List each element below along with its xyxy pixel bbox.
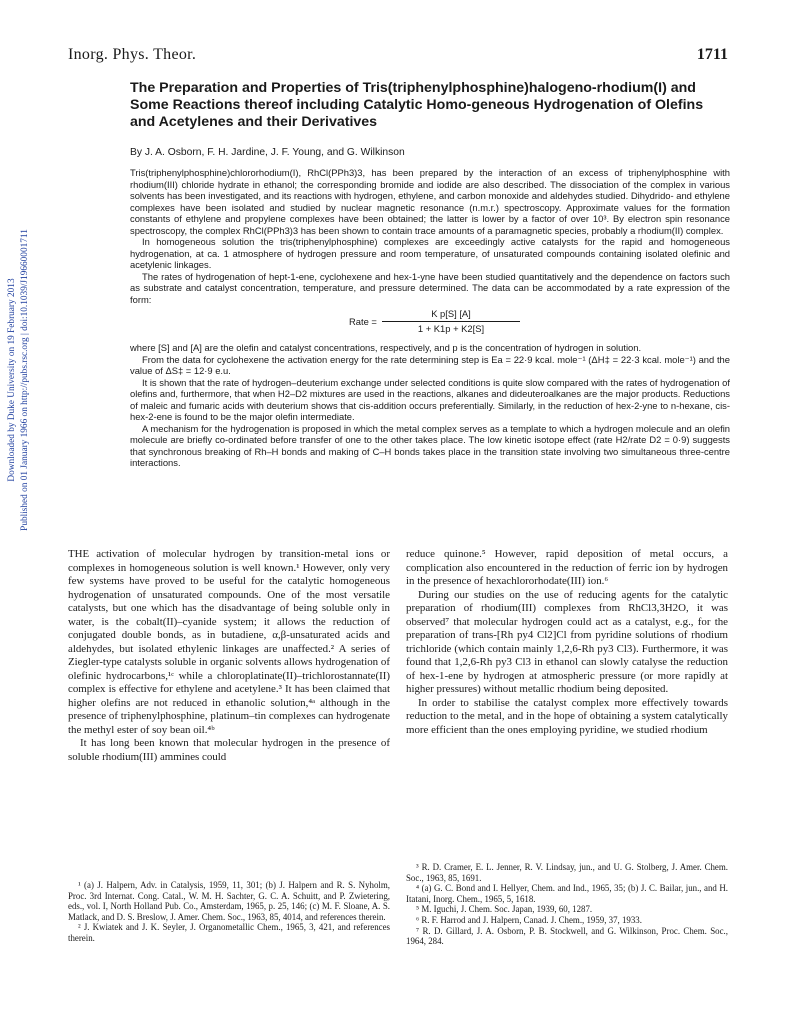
article-authors: By J. A. Osborn, F. H. Jardine, J. F. Young, and G. Wilkinson <box>130 147 405 158</box>
footnotes-left <box>68 880 390 944</box>
article-title: The Preparation and Properties of Tris(triphenylphosphine)halogeno-rhodium(I) and Some Reactions thereof including Catalytic Homo-geneous Hydrogenation of Olefins and Acetylenes and their Derivatives <box>130 80 704 130</box>
footnote: ⁴ (a) G. C. Bond and I. Hellyer, Chem. and Ind., 1965, 35; (b) J. C. Bailar, jun., and H. Itatani, Inorg. Chem., 1965, 5, 1618. <box>406 883 728 904</box>
abstract-paragraph: It is shown that the rate of hydrogen–deuterium exchange under selected conditions is quite slow compared with the rates of hydrogenation of olefins and, furthermore, that when H2–D2 mixtures are used in the reactions, alkanes and dideuteroalkanes are the major products. Reductions of maleic and fumaric acids with deuterium shows that cis-addition occurs preferentially. Similarly, in the reduction of hex-2-yne to n-hexane, cis-hex-2-ene is found to be the major olefin intermediate. <box>130 376 730 422</box>
abstract-paragraph: In homogeneous solution the tris(triphenylphosphine) complexes are exceedingly active catalysts for the rapid and homogeneous hydrogenation, at ca. 1 atmosphere of hydrogen pressure and room temperature, of unsaturated compounds containing isolated olefinic and acetylenic linkages. <box>130 236 730 270</box>
body-paragraph: It has long been known that molecular hydrogen in the presence of soluble rhodium(III) ammines could <box>68 737 390 763</box>
abstract <box>130 167 730 469</box>
footnote: ⁶ R. F. Harrod and J. Halpern, Canad. J. Chem., 1959, 37, 1933. <box>416 914 642 925</box>
body-text: activation of molecular hydrogen by transition-metal ions or complexes in homogeneous solution is well known.¹ However, only very few systems have proved to be useful for the catalytic homogeneous hydrogenation of unsaturated compounds. One of the most versatile catalysts, but one which has the disadvantage of being soluble only in water, is the cobalt(II)–cyanide system; it allows the reduction of conjugated double bonds, as in butadiene, α,β-unsaturated acids and aldehydes, but isolated ethylenic linkages are unaffected.² A series of Ziegler-type catalysts soluble in organic solvents allows hydrogenation of olefinic hydrocarbons,¹ᶜ while a chloroplatinate(II)–trichlorostannate(II) complex is effective for ethylene and acetylene.³ It has been claimed that higher olefins are not reduced in ethanolic solution,⁴ᵃ although in the presence of triphenylphosphine, platinum–tin complexes can hydrogenate the methyl ester of soy bean oil.⁴ᵇ <box>68 548 390 736</box>
body-column-left <box>68 548 390 764</box>
footnote: ¹ (a) J. Halpern, Adv. in Catalysis, 1959, 11, 301; (b) J. Halpern and R. S. Nyholm, Proc. 3rd Internat. Cong. Catal., W. M. H. Sachter, G. C. A. Schuitt, and P. Zwietering, eds., vol. I, North Holland Pub. Co., Amsterdam, 1965, p. 25, 146; (c) M. F. Sloane, A. S. Matlack, and D. S. Breslow, J. Amer. Chem. Soc., 1963, 85, 4014, and references therein. <box>68 880 390 922</box>
doi-link-text[interactable]: Published on 01 January 1966 on http://pubs.rsc.org | doi:10.1039/J19660001711 <box>20 229 30 531</box>
footnote: ⁵ M. Iguchi, J. Chem. Soc. Japan, 1939, 60, 1287. <box>416 904 593 915</box>
rate-equation-denominator: 1 + K1p + K2[S] <box>417 322 485 334</box>
running-head <box>68 46 728 68</box>
abstract-paragraph: A mechanism for the hydrogenation is proposed in which the metal complex serves as a template to which a hydrogen molecule and an olefin molecule are briefly co-ordinated before transfer of one to the other takes place. The low kinetic isotope effect (rate H2/rate D2 = 0·9) suggests that synchronous breaking of Rh–H bonds and making of C–H bonds takes place in the transition state involving two simultaneous three-centre interactions. <box>130 422 730 468</box>
rate-equation-lhs: Rate = <box>349 316 377 327</box>
abstract-paragraph: where [S] and [A] are the olefin and catalyst concentrations, respectively, and p is the concentration of hydrogen in solution. <box>130 342 642 353</box>
body-paragraph: During our studies on the use of reducing agents for the catalytic preparation of rhodium(III) complexes from RhCl3,3H2O, it was observed⁷ that molecular hydrogen could act as a catalyst, e.g., for the preparation of trans-[Rh py4 Cl2]Cl from pyridine solutions of rhodium trichloride (which contain mainly 1,2,6-Rh py3 Cl3). Furthermore, it was found that 1,2,6-Rh py3 Cl3 in ethanol can slowly catalyse the reduction of hex-1-ene by hydrogen at atmospheric pressure (or more rapidly at higher pressures) without metallic rhodium being deposited. <box>406 588 728 695</box>
download-notice-text: Downloaded by Duke University on 19 February 2013 <box>7 278 17 482</box>
journal-name: Inorg. Phys. Theor. <box>68 46 197 63</box>
abstract-paragraph: The rates of hydrogenation of hept-1-ene, cyclohexene and hex-1-yne have been studied quantitatively and the dependence on factors such as substrate and catalyst concentration, temperature, and pressure determined. The data can be accommodated by a rate expression of the form: <box>130 270 730 305</box>
footnotes-right <box>406 862 728 947</box>
footnote: ⁷ R. D. Gillard, J. A. Osborn, P. B. Stockwell, and G. Wilkinson, Proc. Chem. Soc., 1964, 284. <box>406 925 728 947</box>
doi-link[interactable] <box>17 60 33 700</box>
abstract-paragraph: Tris(triphenylphosphine)chlororhodium(I), RhCl(PPh3)3, has been prepared by the interaction of an excess of triphenylphosphine with rhodium(III) chloride hydrate in ethanol; the corresponding bromide and iodide are also described. The dissociation of the complex in various solvents has been investigated, and its reactions with hydrogen, ethylene, and carbon monoxide and aldehydes studied. Dihydrido- and ethylene complexes have been isolated and studied by nuclear magnetic resonance (n.m.r.) spectroscopy. Approximate values for the formation constants of ethylene and propylene complexes have been obtained; the latter is lower by a factor of over 10³. By electron spin resonance spectroscopy, the complex RhCl(PPh3)3 has been shown to contain trace amounts of a paramagnetic species, probably a rhodium(II) complex. <box>130 167 730 236</box>
footnote: ³ R. D. Cramer, E. L. Jenner, R. V. Lindsay, jun., and U. G. Stolberg, J. Amer. Chem. Soc., 1963, 85, 1691. <box>406 862 728 883</box>
rate-equation <box>130 308 730 338</box>
body-column-right <box>406 548 728 737</box>
body-paragraph <box>68 548 390 737</box>
page-number: 1711 <box>696 46 728 63</box>
rate-equation-numerator: K p[S] [A] <box>382 308 520 322</box>
body-paragraph: In order to stabilise the catalyst complex more effectively towards reduction to the metal, and in the hope of obtaining a system catalytically more efficient than the ones employing pyridine, we studied rhodium <box>406 696 728 736</box>
drop-cap-word: THE <box>68 548 90 560</box>
rate-equation-fraction <box>382 308 520 334</box>
abstract-paragraph: From the data for cyclohexene the activation energy for the rate determining step is Ea = 22·9 kcal. mole⁻¹ (ΔH‡ = 22·3 kcal. mole⁻¹) and the value of ΔS‡ = 12·9 e.u. <box>130 353 730 376</box>
footnote: ² J. Kwiatek and J. K. Seyler, J. Organometallic Chem., 1965, 3, 421, and references therein. <box>68 922 390 943</box>
body-paragraph: reduce quinone.⁵ However, rapid deposition of metal occurs, a complication also encountered in the reduction of ferric ion by hydrogen in the presence of hexachlororhodate(III) ion.⁶ <box>406 548 728 587</box>
